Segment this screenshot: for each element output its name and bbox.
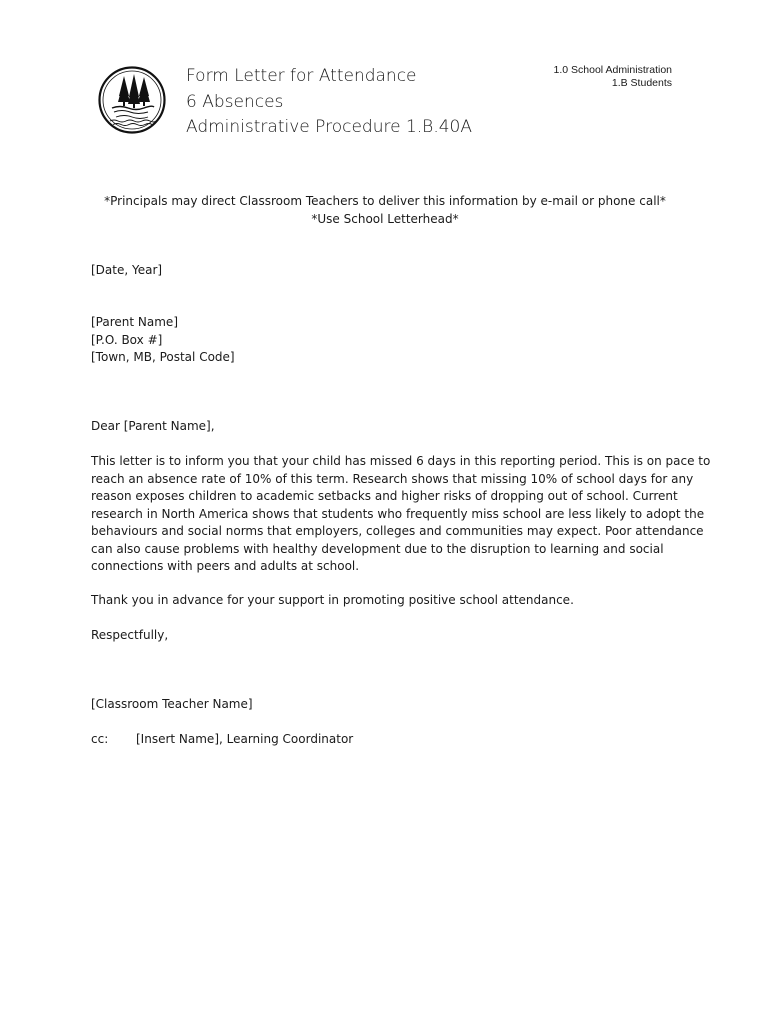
address-line-2: [P.O. Box #] [91, 332, 163, 347]
ref-line-1: 1.0 School Administration [553, 64, 672, 76]
notice-letterhead: *Use School Letterhead* [311, 212, 459, 226]
procedure-reference [554, 64, 672, 89]
title-line-2: 6 Absences [186, 91, 284, 112]
body-paragraph-2: Thank you in advance for your support in promoting positive school attendance. [91, 593, 574, 607]
salutation: Dear [Parent Name], [91, 419, 215, 433]
closing: Respectfully, [91, 628, 169, 642]
title-line-3: Administrative Procedure 1.B.40A [186, 117, 472, 137]
paragraph-line: connections with peers and adults at school. [91, 559, 360, 573]
paragraph-line: This letter is to inform you that your child has missed 6 days in this reporting period. This is on pace to [91, 454, 711, 468]
form-title [186, 64, 472, 141]
notice-delivery: *Principals may direct Classroom Teachers to deliver this information by e-mail or phone call* [104, 194, 666, 208]
paragraph-line: research in North America shows that students who frequently miss school are less likely to adopt the [91, 506, 705, 521]
body-paragraph-1 [91, 453, 711, 576]
cc-recipient: [Insert Name], Learning Coordinator [136, 732, 354, 746]
paragraph-line: can also cause problems with healthy development due to the disruption to learning and social [91, 541, 664, 556]
paragraph-line: reach an absence rate of 10% of this term. Research shows that missing 10% of school days for any [91, 471, 694, 486]
paragraph-line: behaviours and social norms that employers, colleges and communities may expect. Poor attendance [91, 524, 704, 538]
paragraph-line: reason exposes children to academic setbacks and higher risks of dropping out of school. Current [91, 489, 678, 503]
letter-date: [Date, Year] [91, 263, 163, 277]
cc-label: cc: [91, 732, 109, 746]
title-line-1: Form Letter for Attendance [186, 66, 417, 86]
ref-line-2: 1.B Students [611, 76, 672, 89]
address-line-1: [Parent Name] [91, 315, 178, 329]
address-line-3: [Town, MB, Postal Code] [91, 350, 235, 364]
signature-name: [Classroom Teacher Name] [91, 697, 253, 711]
school-logo-icon [98, 66, 166, 134]
